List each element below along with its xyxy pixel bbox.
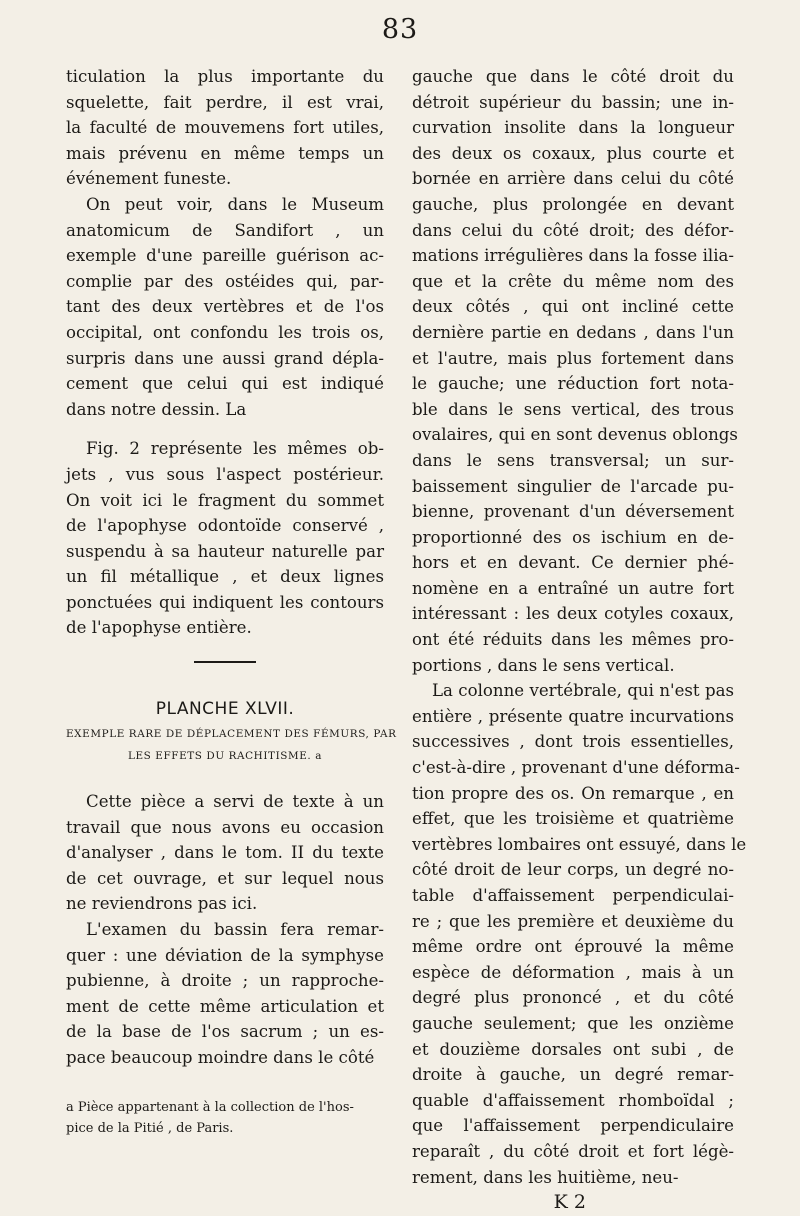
text-line: tant des deux vertèbres et de l'os bbox=[66, 297, 384, 317]
text-line: dernière partie en dedans , dans l'un bbox=[412, 322, 734, 342]
text-line: dans celui du côté droit; des défor- bbox=[412, 220, 734, 240]
plate-title: PLANCHE XLVII. bbox=[155, 699, 295, 720]
text-line: mais prévenu en même temps un bbox=[66, 143, 384, 163]
text-line: espèce de déformation , mais à un bbox=[412, 962, 734, 982]
left-column bbox=[66, 64, 397, 1139]
text-line: dans le sens transversal; un sur- bbox=[412, 450, 734, 470]
text-line: gauche seulement; que les onzième bbox=[412, 1013, 734, 1033]
text-line: côté droit de leur corps, un degré no- bbox=[412, 860, 734, 880]
text-line: pubienne, à droite ; un rapproche- bbox=[66, 971, 384, 991]
text-line: dans notre dessin. La bbox=[66, 399, 247, 419]
text-line: re ; que les première et deuxième du bbox=[412, 911, 734, 931]
text-line: détroit supérieur du bassin; une in- bbox=[412, 92, 734, 112]
text-line: ticulation la plus importante du bbox=[66, 67, 384, 86]
text-line: que et la crête du même nom des bbox=[412, 271, 734, 291]
text-line: travail que nous avons eu occasion bbox=[66, 817, 384, 837]
paragraph-gap bbox=[66, 422, 384, 436]
text-line: squelette, fait perdre, il est vrai, bbox=[66, 92, 384, 112]
text-line: portions , dans le sens vertical. bbox=[412, 655, 675, 675]
text-line: La colonne vertébrale, qui n'est pas bbox=[432, 681, 734, 701]
text-line: mations irrégulières dans la fosse ilia- bbox=[412, 246, 734, 266]
text-line: vertèbres lombaires ont essuyé, dans le bbox=[412, 834, 747, 854]
text-line: un fil métallique , et deux lignes bbox=[66, 567, 384, 587]
text-line: le gauche; une réduction fort nota- bbox=[412, 374, 734, 394]
text-line: jets , vus sous l'aspect postérieur. bbox=[66, 464, 384, 484]
plate-subtitle-line-1: EXEMPLE RARE DE DÉPLACEMENT DES FÉMURS, PAR bbox=[66, 728, 397, 741]
text-line: proportionné des os ischium en de- bbox=[412, 527, 734, 547]
text-line: des deux os coxaux, plus courte et bbox=[412, 143, 734, 163]
right-column bbox=[412, 64, 747, 1214]
text-line: On peut voir, dans le Museum bbox=[86, 194, 384, 214]
text-line: complie par des ostéides qui, par- bbox=[66, 271, 384, 291]
text-line: surpris dans une aussi grand dépla- bbox=[66, 348, 384, 368]
section-divider bbox=[194, 661, 256, 663]
text-line: de l'apophyse odontoïde conservé , bbox=[66, 516, 384, 536]
left-paragraphs-bottom bbox=[66, 789, 384, 1071]
text-line: table d'affaissement perpendiculai- bbox=[412, 886, 734, 905]
text-line: quable d'affaissement rhomboïdal ; bbox=[412, 1090, 734, 1110]
footnote bbox=[66, 1097, 384, 1139]
text-line: hors et en devant. Ce dernier phé- bbox=[412, 553, 734, 573]
text-line: et douzième dorsales ont subi , de bbox=[412, 1039, 734, 1059]
text-line: rement, dans les huitième, neu- bbox=[412, 1167, 679, 1187]
text-line: pace beaucoup moindre dans le côté bbox=[66, 1048, 375, 1067]
text-line: de cet ouvrage, et sur lequel nous bbox=[66, 868, 384, 888]
text-line: que l'affaissement perpendiculaire bbox=[412, 1116, 734, 1136]
left-paragraphs-top bbox=[66, 64, 384, 422]
page-number: 83 bbox=[381, 14, 419, 45]
text-line: nomène en a entraîné un autre fort bbox=[412, 578, 734, 598]
text-line: baissement singulier de l'arcade pu- bbox=[412, 476, 734, 496]
text-line: effet, que les troisième et quatrième bbox=[412, 809, 734, 829]
text-line: même ordre ont éprouvé la même bbox=[412, 937, 734, 957]
text-line: tion propre des os. On remarque , en bbox=[412, 783, 734, 803]
text-line: occipital, ont confondu les trois os, bbox=[66, 322, 384, 342]
text-line: anatomicum de Sandifort , un bbox=[66, 220, 384, 240]
text-line: la faculté de mouvemens fort utiles, bbox=[66, 118, 384, 138]
text-line: exemple d'une pareille guérison ac- bbox=[66, 246, 384, 266]
text-line: On voit ici le fragment du sommet bbox=[66, 490, 384, 510]
plate-subtitle-line-2: LES EFFETS DU RACHITISME. a bbox=[127, 750, 323, 763]
text-line: droite à gauche, un degré remar- bbox=[412, 1065, 734, 1085]
catchword: K 2 bbox=[553, 1191, 586, 1214]
footnote-line: a Pièce appartenant à la collection de l'hos- bbox=[66, 1099, 354, 1115]
text-line: curvation insolite dans la longueur bbox=[412, 118, 734, 138]
text-line: deux côtés , qui ont incliné cette bbox=[412, 297, 734, 317]
text-line: de la base de l'os sacrum ; un es- bbox=[66, 1022, 384, 1042]
right-paragraphs bbox=[412, 64, 747, 1190]
text-line: événement funeste. bbox=[66, 169, 232, 189]
text-line: bienne, provenant d'un déversement bbox=[412, 502, 734, 522]
text-line: successives , dont trois essentielles, bbox=[412, 732, 734, 752]
text-line: degré plus prononcé , et du côté bbox=[412, 988, 734, 1008]
text-line: ovalaires, qui en sont devenus oblongs bbox=[412, 425, 738, 445]
text-line: intéressant : les deux cotyles coxaux, bbox=[412, 604, 734, 624]
text-line: ont été réduits dans les mêmes pro- bbox=[412, 630, 734, 650]
text-line: c'est-à-dire , provenant d'une déforma- bbox=[412, 758, 740, 778]
text-line: d'analyser , dans le tom. II du texte bbox=[66, 843, 384, 863]
text-line: Fig. 2 représente les mêmes ob- bbox=[86, 439, 384, 459]
text-line: ponctuées qui indiquent les contours bbox=[66, 592, 384, 612]
text-line: L'examen du bassin fera remar- bbox=[86, 920, 384, 940]
text-line: ne reviendrons pas ici. bbox=[66, 894, 258, 914]
text-line: ble dans le sens vertical, des trous bbox=[412, 399, 734, 419]
text-line: ment de cette même articulation et bbox=[66, 996, 384, 1016]
text-line: et l'autre, mais plus fortement dans bbox=[412, 348, 734, 368]
text-line: gauche que dans le côté droit du bbox=[412, 67, 734, 86]
text-line: reparaît , du côté droit et fort légè- bbox=[412, 1141, 734, 1161]
text-line: cement que celui qui est indiqué bbox=[66, 374, 384, 394]
left-paragraph-fig bbox=[66, 436, 384, 641]
text-line: entière , présente quatre incurvations bbox=[412, 706, 734, 726]
footnote-line: pice de la Pitié , de Paris. bbox=[66, 1120, 234, 1136]
text-line: Cette pièce a servi de texte à un bbox=[86, 792, 384, 812]
text-line: quer : une déviation de la symphyse bbox=[66, 945, 384, 965]
text-line: suspendu à sa hauteur naturelle par bbox=[66, 541, 384, 561]
text-line: gauche, plus prolongée en devant bbox=[412, 194, 734, 214]
text-line: bornée en arrière dans celui du côté bbox=[412, 169, 734, 189]
text-line: de l'apophyse entière. bbox=[66, 618, 252, 638]
